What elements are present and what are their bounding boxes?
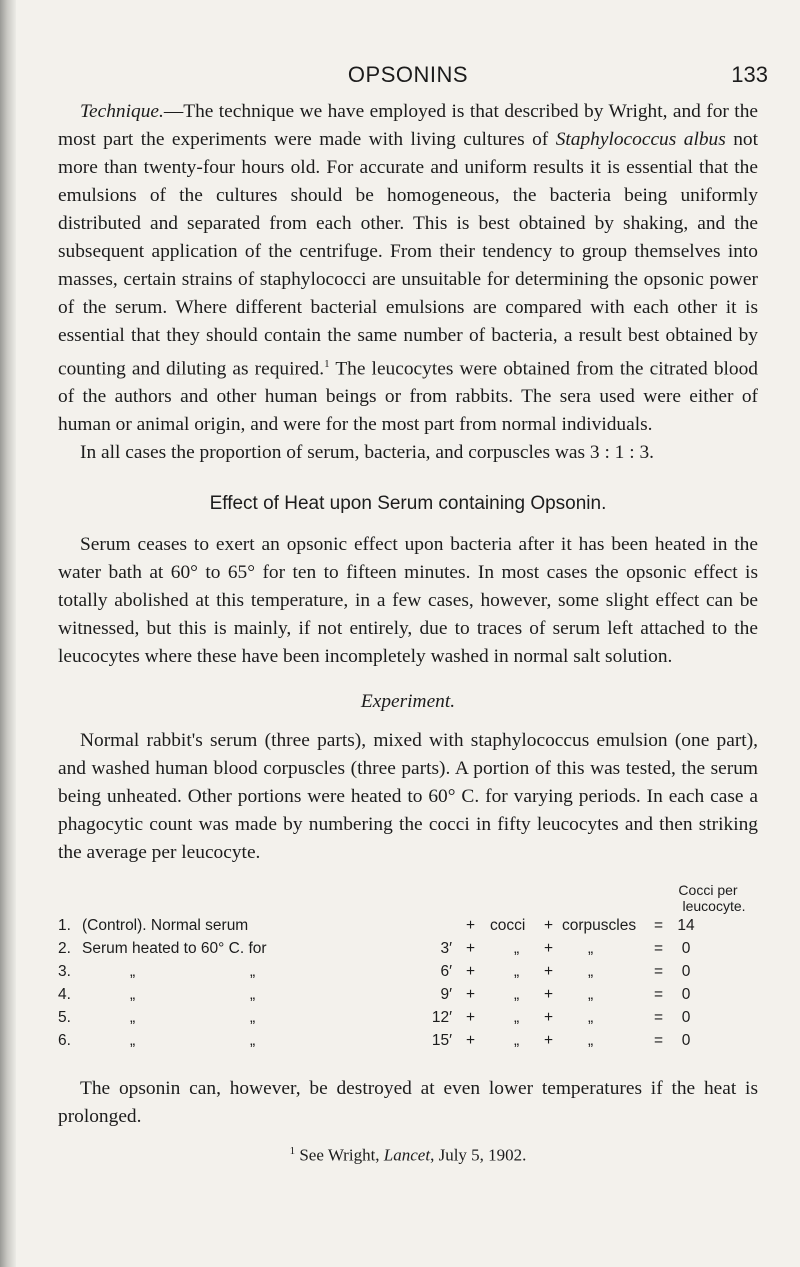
table-cell-desc2: „ [250,986,256,1004]
footnote-journal: Lancet [383,1146,431,1166]
section-title: Effect of Heat upon Serum containing Opsonin. [209,493,607,515]
book-spine-shadow [0,0,16,1267]
footnote-marker: 1 [289,1145,296,1158]
experiment-paragraph: Normal rabbit's serum (three parts), mixed with staphylococcus emulsion (one part), and washed human blood corpuscles (three parts). A portion of this was tested, the serum being unheated. Other portions were heated to 60° C. for varying periods. In each case a phagocytic count was made by numbering the cocci in fifty leucocytes and then striking the average per leucocyte. [58,730,758,864]
table-cell-desc2: „ [250,1009,256,1027]
table-cell-num: 1. [58,917,71,935]
table-cell-num: 2. [58,940,71,958]
page-number: 133 [731,62,768,87]
table-cell-value: 0 [681,986,691,1004]
table-cell-value: 0 [681,963,691,981]
table-cell-eq: = [654,1009,664,1027]
results-table [58,883,758,1061]
table-cell-cocci: „ [514,1009,520,1027]
table-cell-plus2: + [544,986,554,1004]
running-head [58,62,768,98]
table-cell-plus1: + [466,1009,476,1027]
table-cell-corp: „ [588,1009,594,1027]
table-cell-eq: = [654,1032,664,1050]
table-cell-plus2: + [544,917,554,935]
table-cell-desc: „ [130,1009,136,1027]
table-cell-plus2: + [544,963,554,981]
table-cell-num: 6. [58,1032,71,1050]
table-cell-cocci: „ [514,986,520,1004]
table-cell-time: 3′ [440,940,452,958]
technique-text-1: —The technique we have employed is that described by Wright, and for the most part the experiments were made with living cultures of [58,101,758,150]
table-cell-time: 12′ [431,1009,452,1027]
table-cell-corp: „ [588,986,594,1004]
table-cell-desc2: „ [250,963,256,981]
table-cell-plus2: + [544,940,554,958]
table-cell-cocci: cocci [490,917,526,935]
table-cell-corp: corpuscles [562,917,637,935]
table-cell-num: 4. [58,986,71,1004]
table-cell-value: 0 [681,1009,691,1027]
table-cell-plus2: + [544,1009,554,1027]
table-cell-plus2: + [544,1032,554,1050]
table-cell-cocci: „ [514,963,520,981]
table-cell-plus1: + [466,940,476,958]
table-cell-corp: „ [588,963,594,981]
technique-text-3: The leucocytes were obtained from the citrated blood of the authors and other human beings or from rabbits. The sera used were either of human or animal origin, and were for the most part from normal individuals. [58,358,758,436]
table-cell-corp: „ [588,940,594,958]
table-cell-time: 6′ [440,963,452,981]
column-header-line-2: leucocyte. [682,898,746,915]
table-cell-plus1: + [466,917,476,935]
table-cell-eq: = [654,917,664,935]
table-cell-plus1: + [466,963,476,981]
table-cell-desc2: „ [250,1032,256,1050]
table-cell-eq: = [654,963,664,981]
table-cell-eq: = [654,986,664,1004]
table-cell-time: 9′ [440,986,452,1004]
heat-paragraph: Serum ceases to exert an opsonic effect upon bacteria after it has been heated in the water bath at 60° to 65° for ten to fifteen minutes. In most cases the opsonic effect is totally abolished at this temperature, in a few cases, however, some slight effect can be witnessed, but this is mainly, if not entirely, due to traces of serum left attached to the leucocytes where these have been incompletely washed in normal salt solution. [58,534,758,668]
table-cell-desc: (Control). Normal serum [82,917,249,935]
table-cell-num: 3. [58,963,71,981]
proportion-paragraph: In all cases the proportion of serum, bacteria, and corpuscles was 3 : 1 : 3. [80,442,655,464]
table-cell-num: 5. [58,1009,71,1027]
technique-paragraph [58,98,758,439]
table-cell-plus1: + [466,986,476,1004]
technique-heading: Technique. [80,101,164,122]
column-header-line-1: Cocci per [678,882,738,899]
organism-name: Staphylococcus albus [555,129,726,150]
footnote-text-1: See Wright, [295,1146,384,1166]
table-cell-desc: „ [130,963,136,981]
table-cell-desc: „ [130,1032,136,1050]
technique-text-2: not more than twenty-four hours old. For accurate and uniform results it is essential that the emulsions of the cultures should be homogeneous, the bacteria being uniformly distributed and separated from each other. This is best obtained by shaking, and the subsequent application of the centrifuge. From their tendency to group themselves into masses, certain strains of staphylococci are unsuitable for determining the opsonic power of the serum. Where different bacterial emulsions are compared with each other it is essential that they should contain the same number of bacteria, a result best obtained by counting and diluting as required. [58,129,758,380]
footnote-text-2: , July 5, 1902. [430,1146,527,1166]
table-cell-value: 14 [677,917,695,935]
table-cell-plus1: + [466,1032,476,1050]
table-cell-desc: „ [130,986,136,1004]
table-cell-eq: = [654,940,664,958]
running-head-title: OPSONINS [347,62,469,87]
table-cell-time: 15′ [431,1032,452,1050]
table-cell-value: 0 [681,940,691,958]
table-cell-corp: „ [588,1032,594,1050]
table-cell-value: 0 [681,1032,691,1050]
footnote-reference: 1 [324,358,330,370]
table-cell-cocci: „ [514,1032,520,1050]
experiment-title: Experiment. [360,691,456,713]
footnote [58,1145,758,1166]
book-page [58,62,768,1166]
closing-paragraph: The opsonin can, however, be destroyed at even lower temperatures if the heat is prolonged. [58,1078,758,1128]
table-cell-desc: Serum heated to 60° C. for [82,940,267,958]
table-cell-cocci: „ [514,940,520,958]
